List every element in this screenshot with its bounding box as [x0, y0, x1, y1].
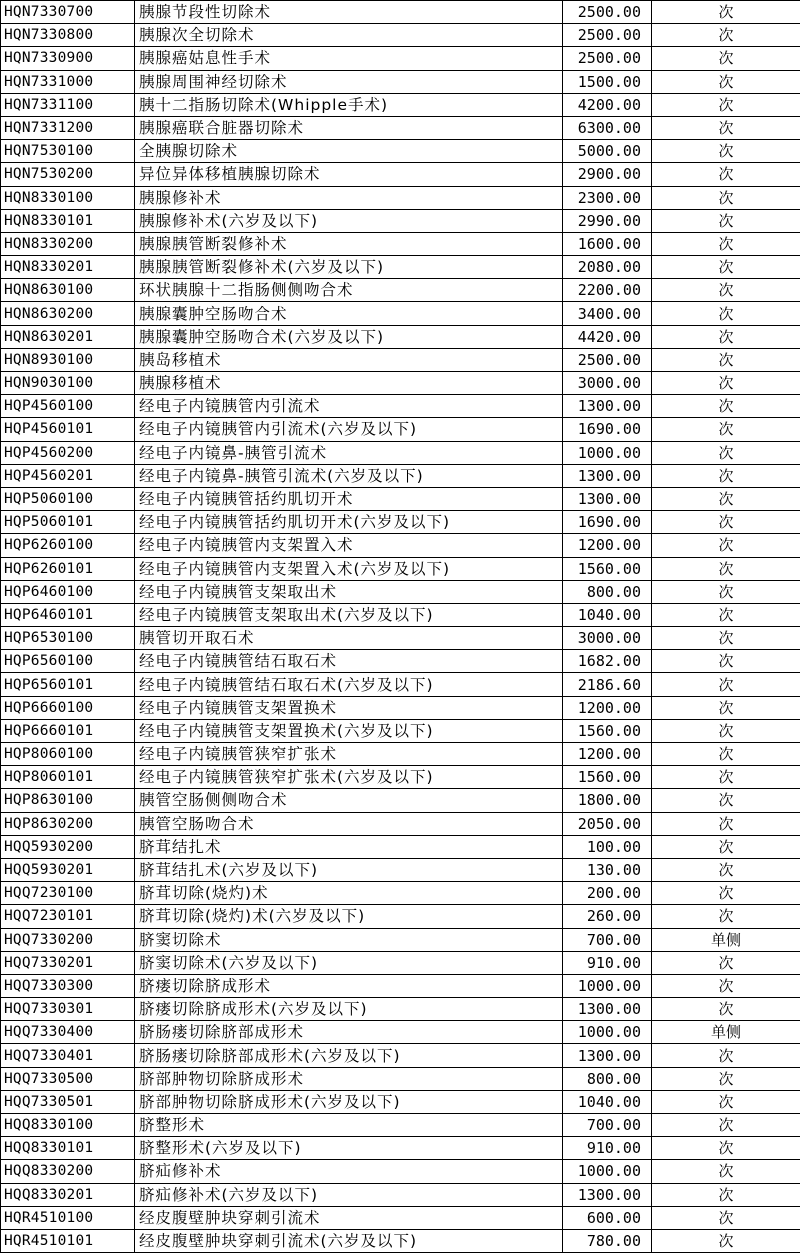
price-cell: 1000.00: [563, 1021, 652, 1044]
table-row: [1, 279, 800, 302]
item-name-cell: 经电子内镜胰管支架置换术: [135, 696, 563, 719]
table-row: [1, 163, 800, 186]
table-row: [1, 580, 800, 603]
price-cell: 700.00: [563, 928, 652, 951]
price-cell: 1690.00: [563, 418, 652, 441]
unit-cell: 次: [652, 372, 800, 395]
item-code-cell: HQQ7330501: [1, 1090, 135, 1113]
item-code-cell: HQP6460100: [1, 580, 135, 603]
item-code-cell: HQP5060100: [1, 487, 135, 510]
item-code-cell: HQR4510100: [1, 1206, 135, 1229]
price-cell: 2080.00: [563, 256, 652, 279]
item-name-cell: 经电子内镜胰管内支架置入术(六岁及以下): [135, 557, 563, 580]
item-code-cell: HQQ8330100: [1, 1114, 135, 1137]
price-cell: 200.00: [563, 882, 652, 905]
price-cell: 1000.00: [563, 441, 652, 464]
unit-cell: 次: [652, 395, 800, 418]
table-row: [1, 766, 800, 789]
item-name-cell: 胰腺修补术: [135, 186, 563, 209]
item-code-cell: HQQ7330201: [1, 951, 135, 974]
table-row: [1, 418, 800, 441]
item-code-cell: HQQ7330301: [1, 998, 135, 1021]
item-code-cell: HQN8330101: [1, 209, 135, 232]
table-row: [1, 627, 800, 650]
price-cell: 3000.00: [563, 627, 652, 650]
table-row: [1, 928, 800, 951]
table-row: [1, 1090, 800, 1113]
unit-cell: 次: [652, 487, 800, 510]
item-code-cell: HQP6260100: [1, 534, 135, 557]
unit-cell: 次: [652, 441, 800, 464]
price-cell: 1800.00: [563, 789, 652, 812]
item-code-cell: HQN8630200: [1, 302, 135, 325]
unit-cell: 次: [652, 557, 800, 580]
item-name-cell: 胰腺囊肿空肠吻合术: [135, 302, 563, 325]
item-name-cell: 经电子内镜胰管支架取出术: [135, 580, 563, 603]
item-name-cell: 胰腺癌联合脏器切除术: [135, 116, 563, 139]
table-row: [1, 603, 800, 626]
item-name-cell: 经电子内镜胰管内支架置入术: [135, 534, 563, 557]
item-code-cell: HQQ8330200: [1, 1160, 135, 1183]
price-cell: 1300.00: [563, 395, 652, 418]
unit-cell: 单侧: [652, 1021, 800, 1044]
item-code-cell: HQP4560100: [1, 395, 135, 418]
item-code-cell: HQQ7330300: [1, 974, 135, 997]
item-name-cell: 经电子内镜胰管内引流术: [135, 395, 563, 418]
unit-cell: 次: [652, 603, 800, 626]
item-code-cell: HQQ7330400: [1, 1021, 135, 1044]
table-row: [1, 93, 800, 116]
item-code-cell: HQN7530100: [1, 140, 135, 163]
table-body: [1, 1, 800, 1253]
unit-cell: 次: [652, 1229, 800, 1252]
table-row: [1, 1067, 800, 1090]
table-row: [1, 719, 800, 742]
unit-cell: 次: [652, 835, 800, 858]
item-name-cell: 经皮腹壁肿块穿刺引流术(六岁及以下): [135, 1229, 563, 1252]
table-row: [1, 256, 800, 279]
price-cell: 780.00: [563, 1229, 652, 1252]
price-cell: 1040.00: [563, 1090, 652, 1113]
price-cell: 2500.00: [563, 1, 652, 24]
item-code-cell: HQN8330201: [1, 256, 135, 279]
price-cell: 3400.00: [563, 302, 652, 325]
table-row: [1, 1183, 800, 1206]
unit-cell: 次: [652, 1044, 800, 1067]
table-row: [1, 372, 800, 395]
item-name-cell: 经电子内镜胰管括约肌切开术(六岁及以下): [135, 511, 563, 534]
unit-cell: 次: [652, 232, 800, 255]
table-row: [1, 882, 800, 905]
table-row: [1, 835, 800, 858]
price-cell: 1000.00: [563, 1160, 652, 1183]
item-name-cell: 脐疝修补术(六岁及以下): [135, 1183, 563, 1206]
item-name-cell: 经电子内镜胰管结石取石术(六岁及以下): [135, 673, 563, 696]
unit-cell: 次: [652, 951, 800, 974]
price-cell: 2200.00: [563, 279, 652, 302]
table-row: [1, 858, 800, 881]
table-row: [1, 511, 800, 534]
table-row: [1, 998, 800, 1021]
price-cell: 1300.00: [563, 998, 652, 1021]
table-row: [1, 209, 800, 232]
price-cell: 1200.00: [563, 696, 652, 719]
unit-cell: 次: [652, 882, 800, 905]
table-row: [1, 1229, 800, 1252]
item-code-cell: HQQ7330401: [1, 1044, 135, 1067]
table-row: [1, 395, 800, 418]
price-cell: 910.00: [563, 951, 652, 974]
unit-cell: 次: [652, 650, 800, 673]
price-cell: 1600.00: [563, 232, 652, 255]
item-name-cell: 胰腺移植术: [135, 372, 563, 395]
table-row: [1, 1206, 800, 1229]
item-code-cell: HQP8630100: [1, 789, 135, 812]
table-row: [1, 905, 800, 928]
price-cell: 2186.60: [563, 673, 652, 696]
item-name-cell: 异位异体移植胰腺切除术: [135, 163, 563, 186]
item-code-cell: HQP6660101: [1, 719, 135, 742]
unit-cell: 次: [652, 348, 800, 371]
item-code-cell: HQQ8330201: [1, 1183, 135, 1206]
unit-cell: 单侧: [652, 928, 800, 951]
unit-cell: 次: [652, 116, 800, 139]
unit-cell: 次: [652, 998, 800, 1021]
price-cell: 1300.00: [563, 464, 652, 487]
item-name-cell: 胰管切开取石术: [135, 627, 563, 650]
price-cell: 1500.00: [563, 70, 652, 93]
item-name-cell: 经电子内镜鼻-胰管引流术: [135, 441, 563, 464]
item-name-cell: 经电子内镜胰管括约肌切开术: [135, 487, 563, 510]
unit-cell: 次: [652, 743, 800, 766]
table-row: [1, 1021, 800, 1044]
item-name-cell: 胰腺胰管断裂修补术: [135, 232, 563, 255]
table-row: [1, 951, 800, 974]
item-name-cell: 经皮腹壁肿块穿刺引流术: [135, 1206, 563, 1229]
table-row: [1, 696, 800, 719]
unit-cell: 次: [652, 1067, 800, 1090]
item-code-cell: HQQ8330101: [1, 1137, 135, 1160]
item-name-cell: 脐窦切除术: [135, 928, 563, 951]
item-name-cell: 脐茸结扎术(六岁及以下): [135, 858, 563, 881]
price-cell: 4200.00: [563, 93, 652, 116]
item-code-cell: HQP8060101: [1, 766, 135, 789]
item-code-cell: HQN7331000: [1, 70, 135, 93]
unit-cell: 次: [652, 766, 800, 789]
unit-cell: 次: [652, 789, 800, 812]
table-row: [1, 789, 800, 812]
item-code-cell: HQP8060100: [1, 743, 135, 766]
item-code-cell: HQP5060101: [1, 511, 135, 534]
unit-cell: 次: [652, 302, 800, 325]
unit-cell: 次: [652, 47, 800, 70]
unit-cell: 次: [652, 93, 800, 116]
unit-cell: 次: [652, 719, 800, 742]
table-row: [1, 743, 800, 766]
unit-cell: 次: [652, 905, 800, 928]
item-name-cell: 胰腺次全切除术: [135, 24, 563, 47]
table-row: [1, 1114, 800, 1137]
item-name-cell: 胰腺胰管断裂修补术(六岁及以下): [135, 256, 563, 279]
item-code-cell: HQN8330200: [1, 232, 135, 255]
price-cell: 1300.00: [563, 1044, 652, 1067]
unit-cell: 次: [652, 858, 800, 881]
item-code-cell: HQP6260101: [1, 557, 135, 580]
price-cell: 1040.00: [563, 603, 652, 626]
item-code-cell: HQQ7230100: [1, 882, 135, 905]
table-row: [1, 650, 800, 673]
price-cell: 800.00: [563, 580, 652, 603]
table-row: [1, 186, 800, 209]
item-code-cell: HQP4560101: [1, 418, 135, 441]
price-cell: 2900.00: [563, 163, 652, 186]
table-row: [1, 140, 800, 163]
item-name-cell: 脐整形术: [135, 1114, 563, 1137]
table-row: [1, 1, 800, 24]
item-name-cell: 脐茸切除(烧灼)术: [135, 882, 563, 905]
price-cell: 5000.00: [563, 140, 652, 163]
price-cell: 3000.00: [563, 372, 652, 395]
item-code-cell: HQN7331200: [1, 116, 135, 139]
table-row: [1, 1044, 800, 1067]
price-cell: 910.00: [563, 1137, 652, 1160]
item-name-cell: 脐整形术(六岁及以下): [135, 1137, 563, 1160]
table-row: [1, 325, 800, 348]
unit-cell: 次: [652, 1114, 800, 1137]
price-cell: 1560.00: [563, 557, 652, 580]
price-cell: 1300.00: [563, 487, 652, 510]
table-row: [1, 464, 800, 487]
table-row: [1, 47, 800, 70]
price-cell: 260.00: [563, 905, 652, 928]
table-row: [1, 232, 800, 255]
item-name-cell: 胰管空肠吻合术: [135, 812, 563, 835]
price-cell: 1560.00: [563, 719, 652, 742]
unit-cell: 次: [652, 418, 800, 441]
unit-cell: 次: [652, 627, 800, 650]
item-code-cell: HQN7530200: [1, 163, 135, 186]
item-name-cell: 经电子内镜胰管狭窄扩张术: [135, 743, 563, 766]
table-row: [1, 534, 800, 557]
item-code-cell: HQN7330800: [1, 24, 135, 47]
table-row: [1, 1137, 800, 1160]
price-cell: 1300.00: [563, 1183, 652, 1206]
unit-cell: 次: [652, 24, 800, 47]
price-cell: 1200.00: [563, 743, 652, 766]
item-name-cell: 胰腺节段性切除术: [135, 1, 563, 24]
item-code-cell: HQP6530100: [1, 627, 135, 650]
table-row: [1, 302, 800, 325]
price-cell: 2050.00: [563, 812, 652, 835]
item-name-cell: 胰腺癌姑息性手术: [135, 47, 563, 70]
price-cell: 600.00: [563, 1206, 652, 1229]
unit-cell: 次: [652, 256, 800, 279]
item-name-cell: 胰岛移植术: [135, 348, 563, 371]
price-cell: 6300.00: [563, 116, 652, 139]
item-code-cell: HQP8630200: [1, 812, 135, 835]
item-name-cell: 经电子内镜鼻-胰管引流术(六岁及以下): [135, 464, 563, 487]
unit-cell: 次: [652, 140, 800, 163]
unit-cell: 次: [652, 163, 800, 186]
item-code-cell: HQP6560101: [1, 673, 135, 696]
item-code-cell: HQP6460101: [1, 603, 135, 626]
unit-cell: 次: [652, 1, 800, 24]
unit-cell: 次: [652, 580, 800, 603]
unit-cell: 次: [652, 279, 800, 302]
price-cell: 2500.00: [563, 348, 652, 371]
item-name-cell: 脐疝修补术: [135, 1160, 563, 1183]
item-code-cell: HQN7331100: [1, 93, 135, 116]
item-code-cell: HQN8330100: [1, 186, 135, 209]
item-name-cell: 脐部肿物切除脐成形术: [135, 1067, 563, 1090]
price-cell: 2300.00: [563, 186, 652, 209]
price-cell: 130.00: [563, 858, 652, 881]
item-name-cell: 胰腺修补术(六岁及以下): [135, 209, 563, 232]
table-row: [1, 812, 800, 835]
item-name-cell: 胰十二指肠切除术(Whipple手术): [135, 93, 563, 116]
unit-cell: 次: [652, 186, 800, 209]
unit-cell: 次: [652, 1160, 800, 1183]
price-cell: 1690.00: [563, 511, 652, 534]
price-cell: 700.00: [563, 1114, 652, 1137]
price-cell: 800.00: [563, 1067, 652, 1090]
table-row: [1, 1160, 800, 1183]
table-row: [1, 441, 800, 464]
item-code-cell: HQQ5930200: [1, 835, 135, 858]
item-code-cell: HQP4560201: [1, 464, 135, 487]
table-row: [1, 348, 800, 371]
item-name-cell: 环状胰腺十二指肠侧侧吻合术: [135, 279, 563, 302]
item-name-cell: 胰管空肠侧侧吻合术: [135, 789, 563, 812]
price-cell: 2500.00: [563, 47, 652, 70]
item-code-cell: HQP4560200: [1, 441, 135, 464]
unit-cell: 次: [652, 1183, 800, 1206]
table-row: [1, 70, 800, 93]
item-code-cell: HQN7330900: [1, 47, 135, 70]
item-name-cell: 经电子内镜胰管内引流术(六岁及以下): [135, 418, 563, 441]
table-row: [1, 557, 800, 580]
item-name-cell: 经电子内镜胰管支架取出术(六岁及以下): [135, 603, 563, 626]
item-name-cell: 脐茸切除(烧灼)术(六岁及以下): [135, 905, 563, 928]
unit-cell: 次: [652, 209, 800, 232]
item-name-cell: 脐部肿物切除脐成形术(六岁及以下): [135, 1090, 563, 1113]
item-code-cell: HQQ7330200: [1, 928, 135, 951]
item-code-cell: HQP6560100: [1, 650, 135, 673]
item-code-cell: HQN9030100: [1, 372, 135, 395]
price-cell: 2990.00: [563, 209, 652, 232]
item-name-cell: 经电子内镜胰管支架置换术(六岁及以下): [135, 719, 563, 742]
item-name-cell: 经电子内镜胰管狭窄扩张术(六岁及以下): [135, 766, 563, 789]
item-code-cell: HQP6660100: [1, 696, 135, 719]
unit-cell: 次: [652, 464, 800, 487]
item-code-cell: HQN8630100: [1, 279, 135, 302]
unit-cell: 次: [652, 534, 800, 557]
unit-cell: 次: [652, 325, 800, 348]
price-cell: 1560.00: [563, 766, 652, 789]
table-row: [1, 24, 800, 47]
item-name-cell: 胰腺囊肿空肠吻合术(六岁及以下): [135, 325, 563, 348]
item-code-cell: HQN8630201: [1, 325, 135, 348]
unit-cell: 次: [652, 974, 800, 997]
item-code-cell: HQQ7230101: [1, 905, 135, 928]
item-code-cell: HQQ7330500: [1, 1067, 135, 1090]
table-row: [1, 974, 800, 997]
table-row: [1, 487, 800, 510]
price-cell: 1000.00: [563, 974, 652, 997]
item-name-cell: 全胰腺切除术: [135, 140, 563, 163]
item-name-cell: 胰腺周围神经切除术: [135, 70, 563, 93]
item-name-cell: 经电子内镜胰管结石取石术: [135, 650, 563, 673]
price-cell: 4420.00: [563, 325, 652, 348]
unit-cell: 次: [652, 70, 800, 93]
price-cell: 100.00: [563, 835, 652, 858]
item-name-cell: 脐瘘切除脐成形术(六岁及以下): [135, 998, 563, 1021]
table-row: [1, 116, 800, 139]
item-code-cell: HQR4510101: [1, 1229, 135, 1252]
item-name-cell: 脐茸结扎术: [135, 835, 563, 858]
price-cell: 1200.00: [563, 534, 652, 557]
unit-cell: 次: [652, 673, 800, 696]
unit-cell: 次: [652, 812, 800, 835]
item-code-cell: HQN7330700: [1, 1, 135, 24]
item-name-cell: 脐肠瘘切除脐部成形术: [135, 1021, 563, 1044]
unit-cell: 次: [652, 511, 800, 534]
unit-cell: 次: [652, 1206, 800, 1229]
table-row: [1, 673, 800, 696]
price-cell: 2500.00: [563, 24, 652, 47]
item-name-cell: 脐肠瘘切除脐部成形术(六岁及以下): [135, 1044, 563, 1067]
item-name-cell: 脐窦切除术(六岁及以下): [135, 951, 563, 974]
item-code-cell: HQN8930100: [1, 348, 135, 371]
item-name-cell: 脐瘘切除脐成形术: [135, 974, 563, 997]
unit-cell: 次: [652, 1137, 800, 1160]
price-cell: 1682.00: [563, 650, 652, 673]
unit-cell: 次: [652, 696, 800, 719]
unit-cell: 次: [652, 1090, 800, 1113]
item-code-cell: HQQ5930201: [1, 858, 135, 881]
